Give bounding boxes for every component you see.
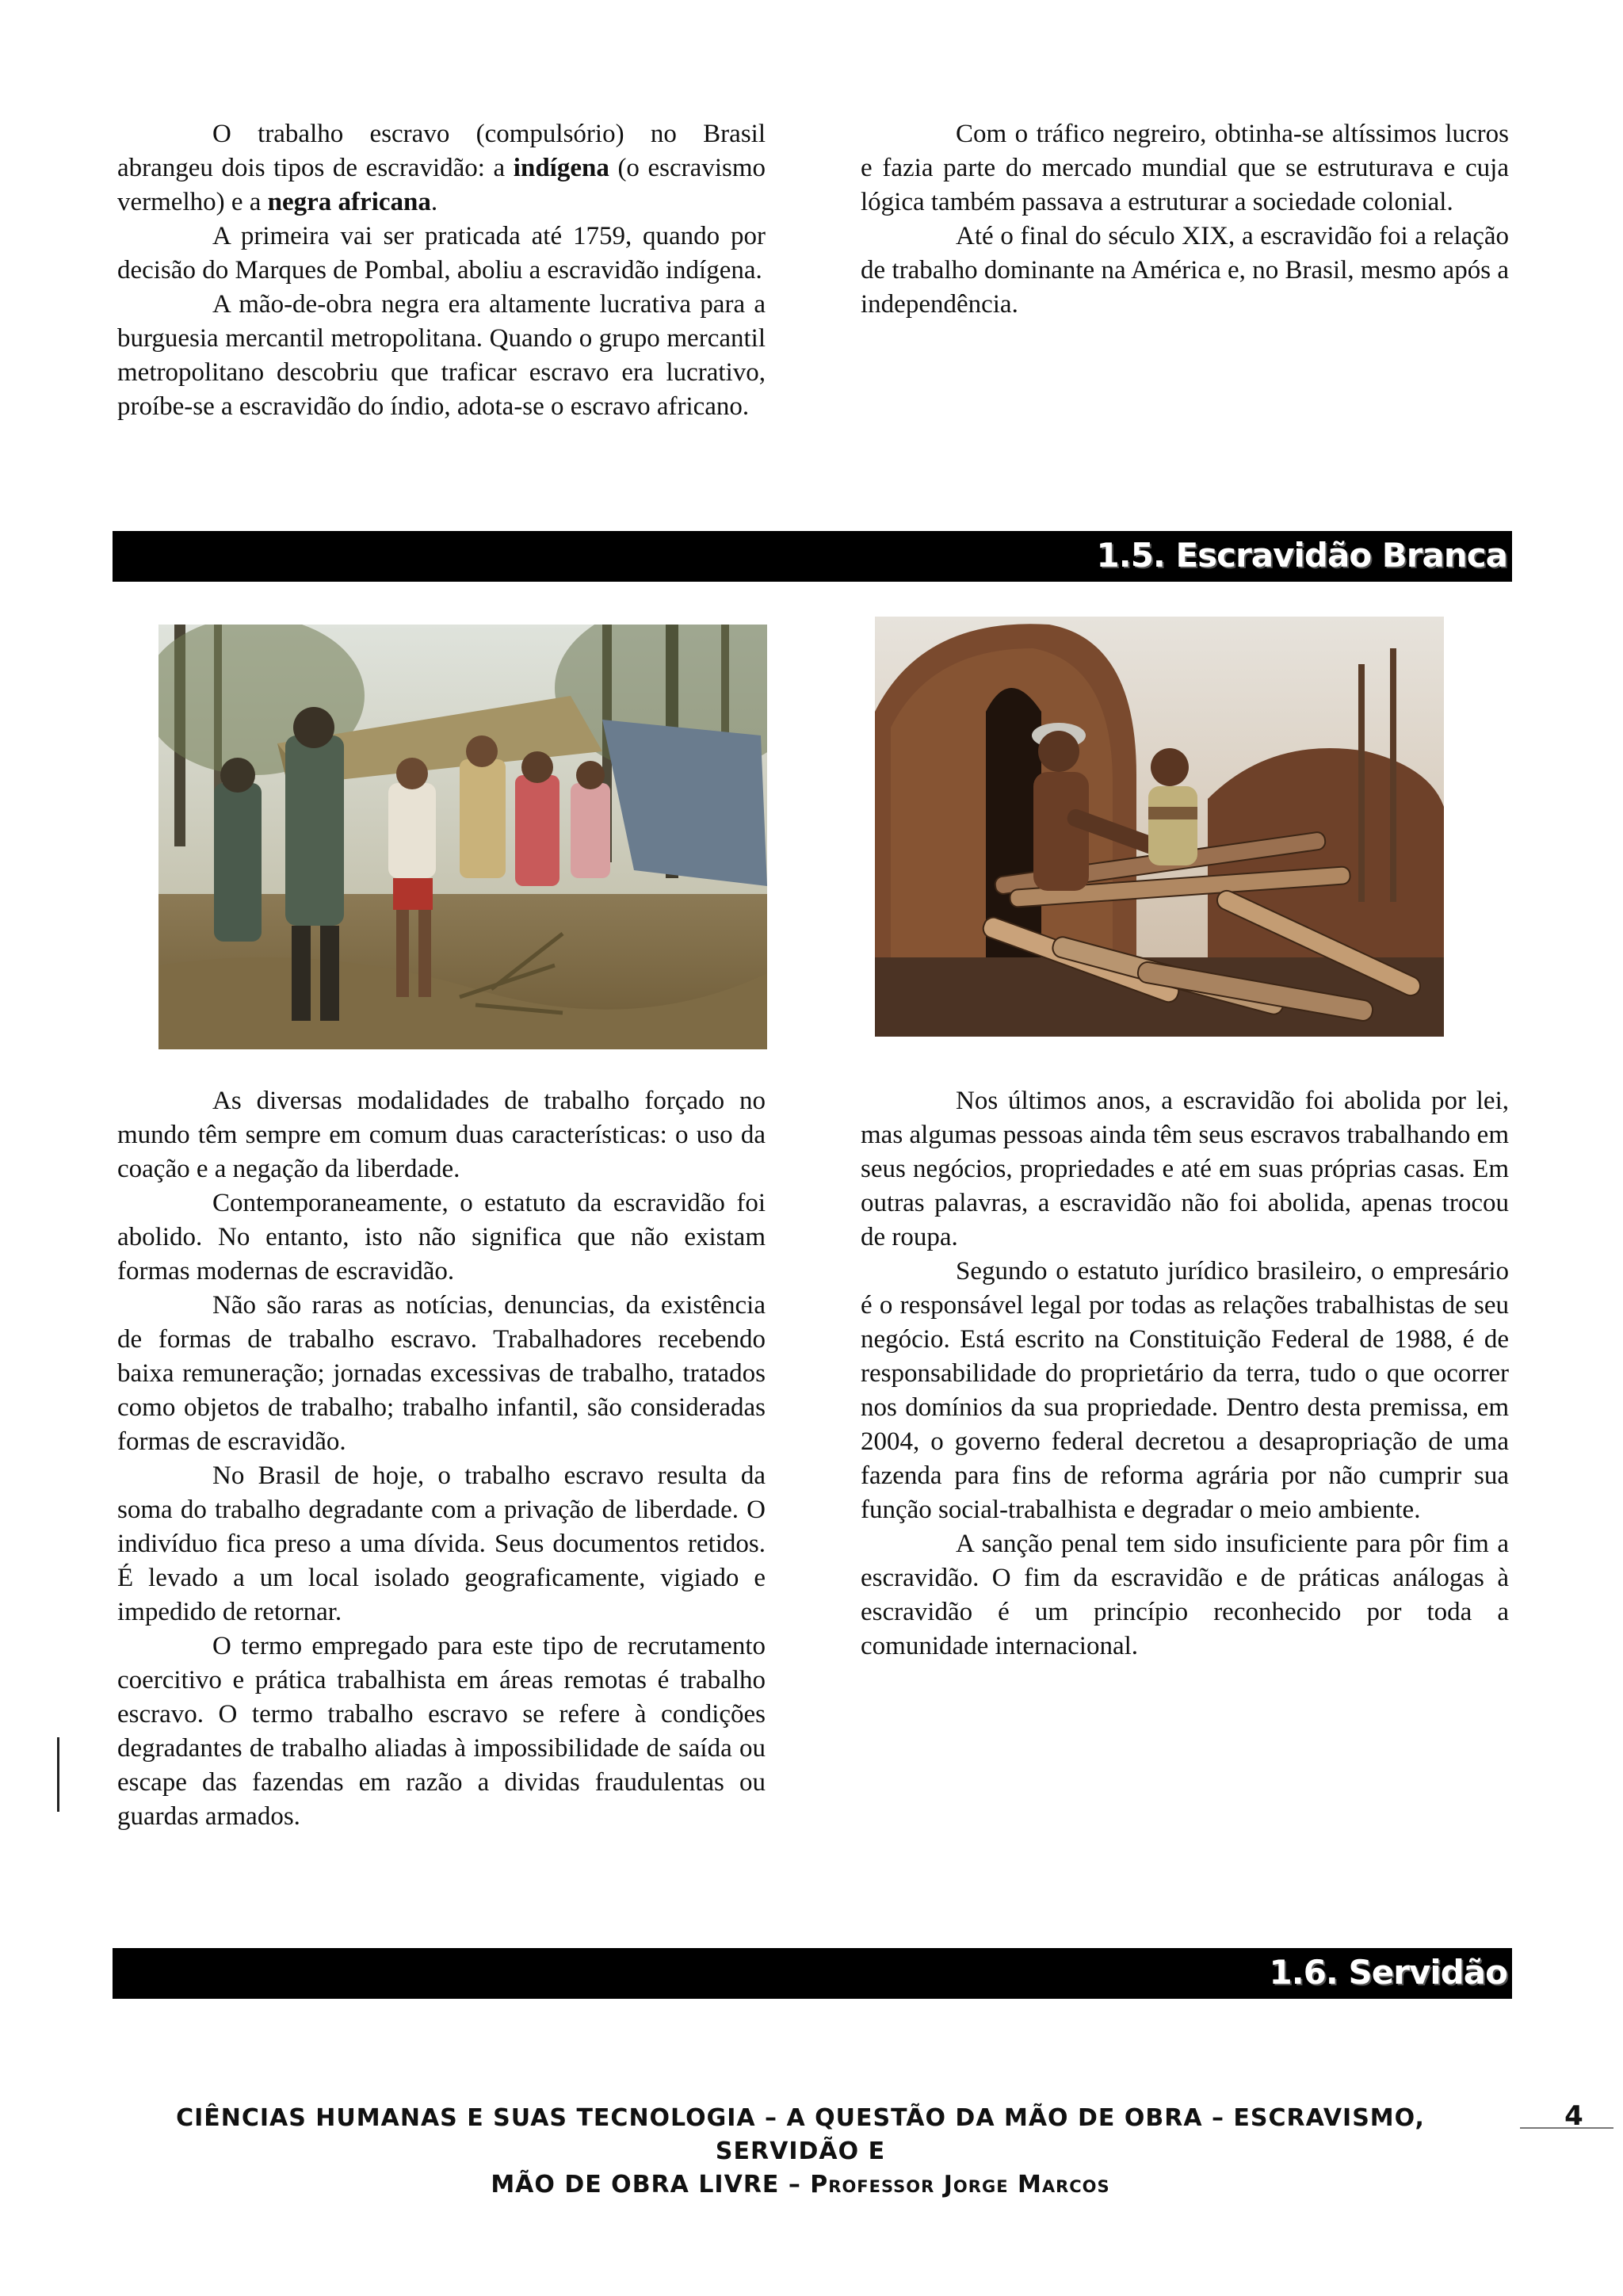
- paragraph: Nos últimos anos, a escravidão foi abolida por lei, mas algumas pessoas ainda têm seus escravos trabalhando em seus negócios, propriedades e até em suas próprias casas. Em outras palavras, a escravidão não foi abolida, apenas trocou de roupa.: [861, 1087, 1509, 1251]
- footer-line-2: [111, 2168, 1490, 2202]
- footer-line-1: CIÊNCIAS HUMANAS E SUAS TECNOLOGIA – A QUESTÃO DA MÃO DE OBRA – ESCRAVISMO, SERVIDÃO E: [176, 2104, 1425, 2165]
- body-left-column: [117, 1084, 766, 1834]
- paragraph: O termo empregado para este tipo de recrutamento coercitivo e prática trabalhista em áreas remotas é trabalho escravo. O termo trabalho escravo se refere à condições degradantes de trabalho aliadas à impossibilidade de saída ou escape das fazendas em razão a dividas fraudulentas ou guardas armados.: [117, 1632, 766, 1831]
- paragraph: A mão-de-obra negra era altamente lucrativa para a burguesia mercantil metropolitana. Quando o grupo mercantil metropolitano descobriu que traficar escravo era lucrativo, proíbe-se a escravidão do índio, adota-se o escravo africano.: [117, 290, 766, 421]
- footer-text: MÃO DE OBRA LIVRE –: [491, 2171, 811, 2199]
- footer-author: Professor Jorge Marcos: [810, 2171, 1110, 2199]
- text: (o escravismo vermelho) e a: [117, 154, 766, 216]
- section-title: 1.5. Escravidão Branca: [1096, 536, 1507, 575]
- paragraph: Contemporaneamente, o estatuto da escravidão foi abolido. No entanto, isto não significa que não existam formas modernas de escravidão.: [117, 1189, 766, 1286]
- photo-charcoal-kiln-workers: [875, 617, 1444, 1037]
- text: O trabalho escravo (compulsório) no Brasil abrangeu dois tipos de escravidão: a: [117, 120, 766, 182]
- change-bar-mark: [57, 1737, 59, 1812]
- page-number: 4: [1564, 2100, 1583, 2132]
- section-title: 1.6. Servidão: [1269, 1953, 1507, 1992]
- photo-illustration: [875, 617, 1444, 1037]
- paragraph: Com o tráfico negreiro, obtinha-se altíssimos lucros e fazia parte do mercado mundial que se estruturava e cuja lógica também passava a estruturar a sociedade colonial.: [861, 120, 1509, 216]
- paragraph: Até o final do século XIX, a escravidão foi a relação de trabalho dominante na América e, no Brasil, mesmo após a independência.: [861, 222, 1509, 319]
- paragraph: [117, 117, 766, 220]
- paragraph: A primeira vai ser praticada até 1759, quando por decisão do Marques de Pombal, aboliu a escravidão indígena.: [117, 222, 766, 285]
- body-right-column: [861, 1084, 1509, 1664]
- photo-forest-camp-rescue: [158, 625, 767, 1049]
- bold-term-indigena: indígena: [513, 154, 609, 182]
- section-header-bar: [113, 531, 1512, 582]
- paragraph: No Brasil de hoje, o trabalho escravo resulta da soma do trabalho degradante com a privação de liberdade. O indivíduo fica preso a uma dívida. Seus documentos retidos. É levado a um local isolado geograficamente, vigiado e impedido de retornar.: [117, 1461, 766, 1626]
- paragraph: Segundo o estatuto jurídico brasileiro, o empresário é o responsável legal por todas as relações trabalhistas de seu negócio. Está escrito na Constituição Federal de 1988, é de responsabilidade do proprietário da terra, tudo o que ocorrer nos domínios da sua propriedade. Dentro desta premissa, em 2004, o governo federal decretou a desapropriação de uma fazenda para fins de reforma agrária por não cumprir sua função social-trabalhista e degradar o meio ambiente.: [861, 1257, 1509, 1524]
- intro-right-column: [861, 117, 1509, 322]
- photo-illustration: [158, 625, 767, 1049]
- text: .: [430, 188, 438, 216]
- section-header-bar: [113, 1948, 1512, 1999]
- page-footer: [111, 2102, 1490, 2202]
- paragraph: As diversas modalidades de trabalho forçado no mundo têm sempre em comum duas características: o uso da coação e a negação da liberdade.: [117, 1087, 766, 1183]
- paragraph: A sanção penal tem sido insuficiente para pôr fim a escravidão. O fim da escravidão e de práticas análogas à escravidão é um princípio reconhecido por toda a comunidade internacional.: [861, 1530, 1509, 1660]
- paragraph: Não são raras as notícias, denuncias, da existência de formas de trabalho escravo. Trabalhadores recebendo baixa remuneração; jornadas excessivas de trabalho, tratados como objetos de trabalho; trabalho infantil, são consideradas formas de escravidão.: [117, 1291, 766, 1456]
- intro-left-column: [117, 117, 766, 424]
- bold-term-negra-africana: negra africana: [267, 188, 431, 216]
